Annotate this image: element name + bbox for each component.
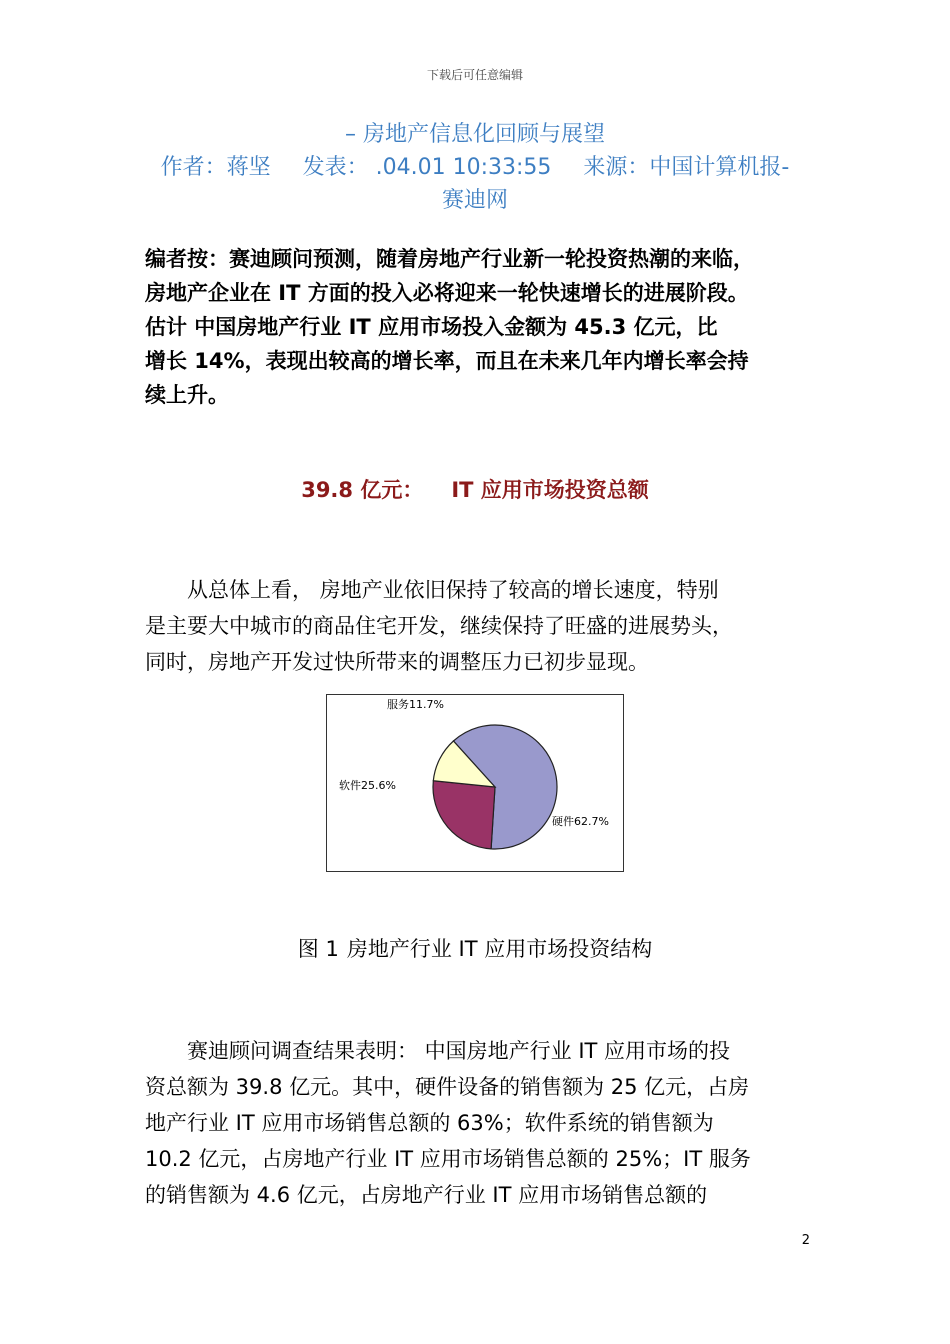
pie-slice-label: 硬件62.7% [552,815,609,828]
editor-note [145,242,810,412]
pie-slice-label: 服务11.7% [387,698,444,711]
article-title: – 房地产信息化回顾与展望 [345,122,605,147]
article-source: 来源：中国计算机报- [583,155,790,180]
editor-note-line: 估计 中国房地产行业 IT 应用市场投入金额为 45.3 亿元，比 [145,315,718,339]
paragraph-line: 地产行业 IT 应用市场销售总额的 63%；软件系统的销售额为 [145,1111,714,1135]
header-note: 下载后可任意编辑 [426,68,523,82]
pie-chart-figure [326,694,624,872]
article-published: 发表： .04.01 10:33:55 [302,155,552,180]
editor-note-line: 续上升。 [145,383,229,407]
figure-caption [0,933,950,963]
article-author: 作者：蒋坚 [160,155,271,180]
paragraph-line: 赛迪顾问调查结果表明： 中国房地产行业 IT 应用市场的投 [187,1039,731,1063]
paragraph-line: 10.2 亿元，占房地产行业 IT 应用市场销售总额的 25%；IT 服务 [145,1147,751,1171]
paragraph-overview [145,572,810,680]
article-meta [140,151,810,184]
pie-slice [433,781,495,849]
section-label: IT 应用市场投资总额 [451,478,649,502]
pie-chart [327,695,623,871]
editor-note-line: 房地产企业在 IT 方面的投入必将迎来一轮快速增长的进展阶段。 [145,281,749,305]
page-number: 2 [801,1233,810,1248]
article-title-block [140,118,810,217]
paragraph-line: 同时，房地产开发过快所带来的调整压力已初步显现。 [145,650,649,674]
paragraph-line: 是主要大中城市的商品住宅开发，继续保持了旺盛的进展势头， [145,614,733,638]
paragraph-line: 从总体上看， 房地产业依旧保持了较高的增长速度，特别 [187,578,719,602]
figure-number: 图 1 [297,937,339,961]
pie-slice-label: 软件25.6% [339,779,396,792]
article-source-cont: 赛迪网 [441,188,508,213]
section-amount: 39.8 亿元： [301,478,424,502]
paragraph-line: 的销售额为 4.6 亿元，占房地产行业 IT 应用市场销售总额的 [145,1183,708,1207]
paragraph-findings [145,1033,810,1213]
section-heading [0,474,950,504]
editor-note-line: 编者按：赛迪顾问预测，随着房地产行业新一轮投资热潮的来临， [145,247,754,271]
paragraph-line: 资总额为 39.8 亿元。其中，硬件设备的销售额为 25 亿元，占房 [145,1075,750,1099]
figure-caption-text: 房地产行业 IT 应用市场投资结构 [346,937,653,961]
editor-note-line: 增长 14%，表现出较高的增长率，而且在未来几年内增长率会持 [145,349,749,373]
